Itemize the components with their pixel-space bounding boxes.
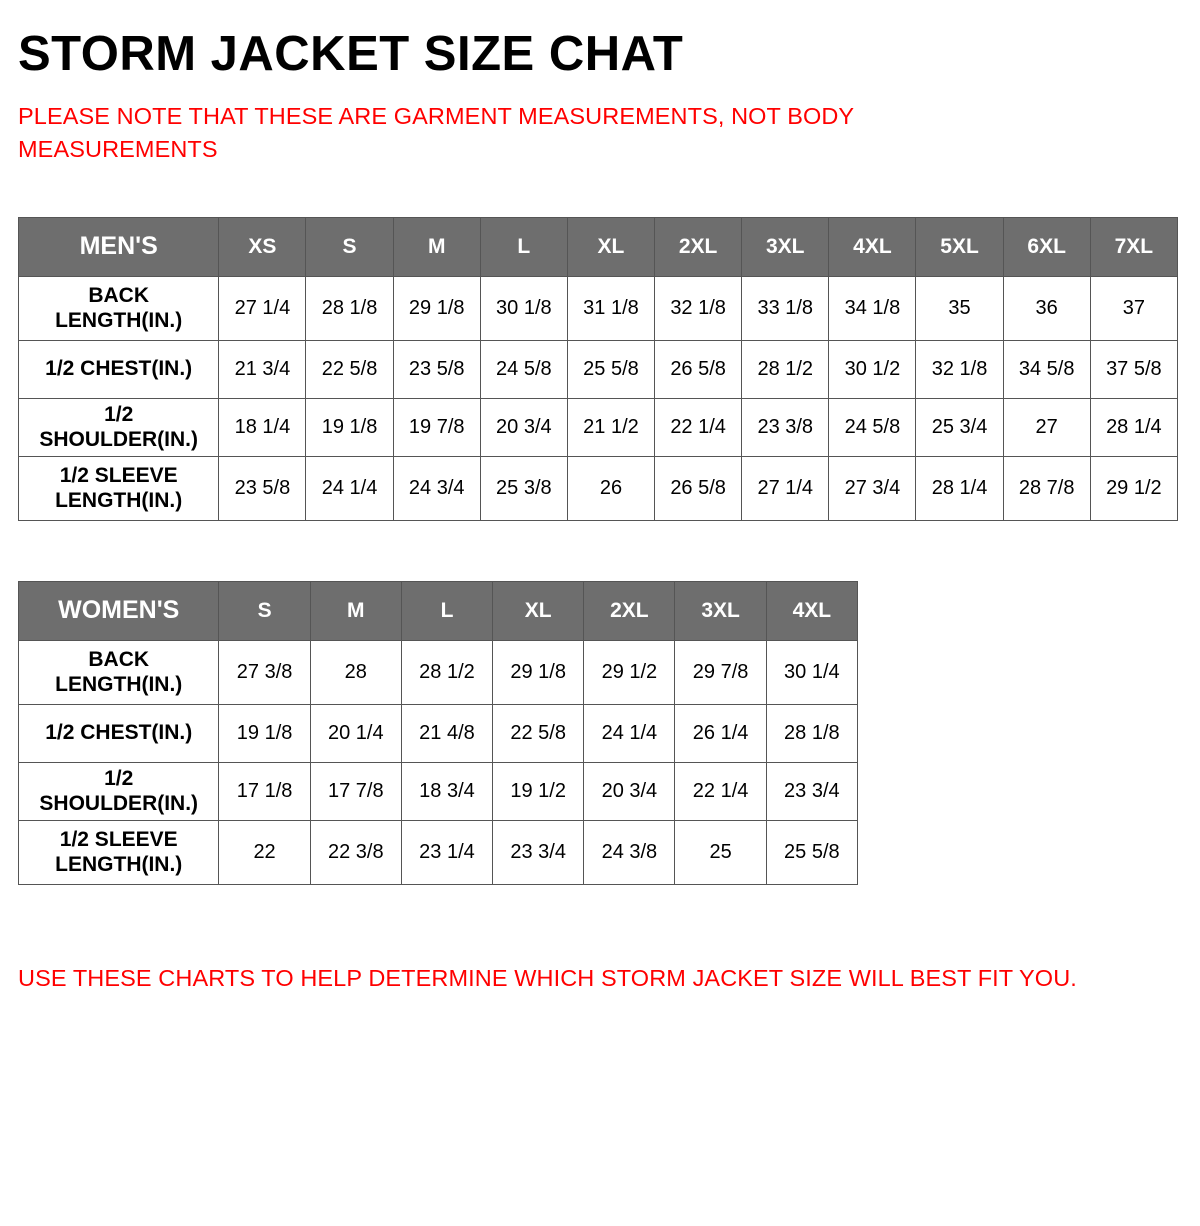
table-cell: 24 5/8 (829, 399, 916, 457)
mens-size-xs: XS (219, 218, 306, 277)
table-cell: 22 (219, 821, 310, 885)
table-cell: 33 1/8 (742, 277, 829, 341)
table-cell: 20 1/4 (310, 705, 401, 763)
table-cell: 35 (916, 277, 1003, 341)
table-cell: 25 5/8 (766, 821, 857, 885)
table-cell: 17 7/8 (310, 763, 401, 821)
table-cell: 19 1/8 (219, 705, 310, 763)
table-cell: 28 1/8 (306, 277, 393, 341)
table-header-row (19, 582, 858, 641)
garment-measurement-note: PLEASE NOTE THAT THESE ARE GARMENT MEASUREMENTS, NOT BODY MEASUREMENTS (18, 103, 854, 162)
table-row (19, 399, 1178, 457)
table-header-row (19, 218, 1178, 277)
table-cell: 37 5/8 (1090, 341, 1177, 399)
table-cell: 36 (1003, 277, 1090, 341)
mens-row-label-half-chest: 1/2 CHEST(IN.) (19, 341, 219, 399)
size-chart-page (0, 26, 1200, 1226)
table-cell: 30 1/2 (829, 341, 916, 399)
table-cell: 20 3/4 (480, 399, 567, 457)
table-cell: 25 (675, 821, 766, 885)
table-cell: 21 1/2 (567, 399, 654, 457)
mens-row-label-half-sleeve-length: 1/2 SLEEVE LENGTH(IN.) (19, 457, 219, 521)
table-row (19, 277, 1178, 341)
table-cell: 23 1/4 (401, 821, 492, 885)
womens-size-4xl: 4XL (766, 582, 857, 641)
page-title: STORM JACKET SIZE CHAT (18, 27, 684, 81)
table-cell: 21 3/4 (219, 341, 306, 399)
table-cell: 17 1/8 (219, 763, 310, 821)
table-cell: 23 5/8 (393, 341, 480, 399)
table-cell: 24 1/4 (584, 705, 675, 763)
mens-size-2xl: 2XL (655, 218, 742, 277)
table-cell: 34 5/8 (1003, 341, 1090, 399)
table-cell: 19 1/8 (306, 399, 393, 457)
table-cell: 20 3/4 (584, 763, 675, 821)
table-cell: 26 5/8 (655, 457, 742, 521)
table-cell: 28 (310, 641, 401, 705)
mens-size-5xl: 5XL (916, 218, 1003, 277)
mens-size-4xl: 4XL (829, 218, 916, 277)
womens-size-s: S (219, 582, 310, 641)
table-row (19, 457, 1178, 521)
table-cell: 24 3/4 (393, 457, 480, 521)
table-row (19, 641, 858, 705)
table-cell: 30 1/8 (480, 277, 567, 341)
table-cell: 32 1/8 (655, 277, 742, 341)
table-cell: 25 3/8 (480, 457, 567, 521)
womens-row-label-half-shoulder: 1/2 SHOULDER(IN.) (19, 763, 219, 821)
table-cell: 29 1/8 (393, 277, 480, 341)
mens-size-7xl: 7XL (1090, 218, 1177, 277)
table-cell: 27 1/4 (742, 457, 829, 521)
table-cell: 29 1/2 (1090, 457, 1177, 521)
mens-size-l: L (480, 218, 567, 277)
womens-corner-label: WOMEN'S (19, 582, 219, 641)
table-cell: 18 3/4 (401, 763, 492, 821)
table-row (19, 763, 858, 821)
table-cell: 24 3/8 (584, 821, 675, 885)
womens-row-label-back-length: BACK LENGTH(IN.) (19, 641, 219, 705)
table-cell: 31 1/8 (567, 277, 654, 341)
table-cell: 27 3/8 (219, 641, 310, 705)
table-cell: 27 (1003, 399, 1090, 457)
table-cell: 22 5/8 (306, 341, 393, 399)
table-cell: 25 3/4 (916, 399, 1003, 457)
mens-size-6xl: 6XL (1003, 218, 1090, 277)
table-cell: 23 3/8 (742, 399, 829, 457)
table-cell: 26 (567, 457, 654, 521)
womens-table-header (19, 582, 858, 641)
table-cell: 23 3/4 (766, 763, 857, 821)
table-cell: 21 4/8 (401, 705, 492, 763)
womens-size-2xl: 2XL (584, 582, 675, 641)
table-cell: 30 1/4 (766, 641, 857, 705)
table-cell: 28 1/4 (1090, 399, 1177, 457)
womens-size-l: L (401, 582, 492, 641)
mens-size-s: S (306, 218, 393, 277)
table-cell: 22 5/8 (493, 705, 584, 763)
table-cell: 28 1/4 (916, 457, 1003, 521)
womens-size-xl: XL (493, 582, 584, 641)
mens-table-body (19, 277, 1178, 521)
table-cell: 28 1/2 (742, 341, 829, 399)
table-cell: 23 3/4 (493, 821, 584, 885)
chart-usage-note: USE THESE CHARTS TO HELP DETERMINE WHICH STORM JACKET SIZE WILL BEST FIT YOU. (18, 965, 1077, 992)
womens-row-label-half-chest: 1/2 CHEST(IN.) (19, 705, 219, 763)
womens-size-table (18, 581, 858, 885)
table-cell: 28 1/8 (766, 705, 857, 763)
mens-size-3xl: 3XL (742, 218, 829, 277)
table-cell: 18 1/4 (219, 399, 306, 457)
mens-size-m: M (393, 218, 480, 277)
table-row (19, 821, 858, 885)
table-cell: 29 7/8 (675, 641, 766, 705)
mens-size-xl: XL (567, 218, 654, 277)
mens-corner-label: MEN'S (19, 218, 219, 277)
table-cell: 29 1/2 (584, 641, 675, 705)
table-cell: 22 1/4 (675, 763, 766, 821)
table-cell: 23 5/8 (219, 457, 306, 521)
table-cell: 28 1/2 (401, 641, 492, 705)
table-cell: 22 3/8 (310, 821, 401, 885)
table-cell: 29 1/8 (493, 641, 584, 705)
table-cell: 26 1/4 (675, 705, 766, 763)
table-cell: 27 3/4 (829, 457, 916, 521)
table-cell: 28 7/8 (1003, 457, 1090, 521)
mens-row-label-back-length: BACK LENGTH(IN.) (19, 277, 219, 341)
mens-table-header (19, 218, 1178, 277)
table-cell: 24 1/4 (306, 457, 393, 521)
table-row (19, 341, 1178, 399)
table-cell: 24 5/8 (480, 341, 567, 399)
mens-row-label-half-shoulder: 1/2 SHOULDER(IN.) (19, 399, 219, 457)
table-cell: 34 1/8 (829, 277, 916, 341)
womens-row-label-half-sleeve-length: 1/2 SLEEVE LENGTH(IN.) (19, 821, 219, 885)
table-cell: 19 1/2 (493, 763, 584, 821)
womens-size-m: M (310, 582, 401, 641)
table-cell: 27 1/4 (219, 277, 306, 341)
womens-size-3xl: 3XL (675, 582, 766, 641)
table-cell: 37 (1090, 277, 1177, 341)
womens-table-body (19, 641, 858, 885)
table-cell: 32 1/8 (916, 341, 1003, 399)
table-cell: 25 5/8 (567, 341, 654, 399)
table-cell: 19 7/8 (393, 399, 480, 457)
mens-size-table (18, 217, 1178, 521)
table-cell: 22 1/4 (655, 399, 742, 457)
table-cell: 26 5/8 (655, 341, 742, 399)
table-row (19, 705, 858, 763)
